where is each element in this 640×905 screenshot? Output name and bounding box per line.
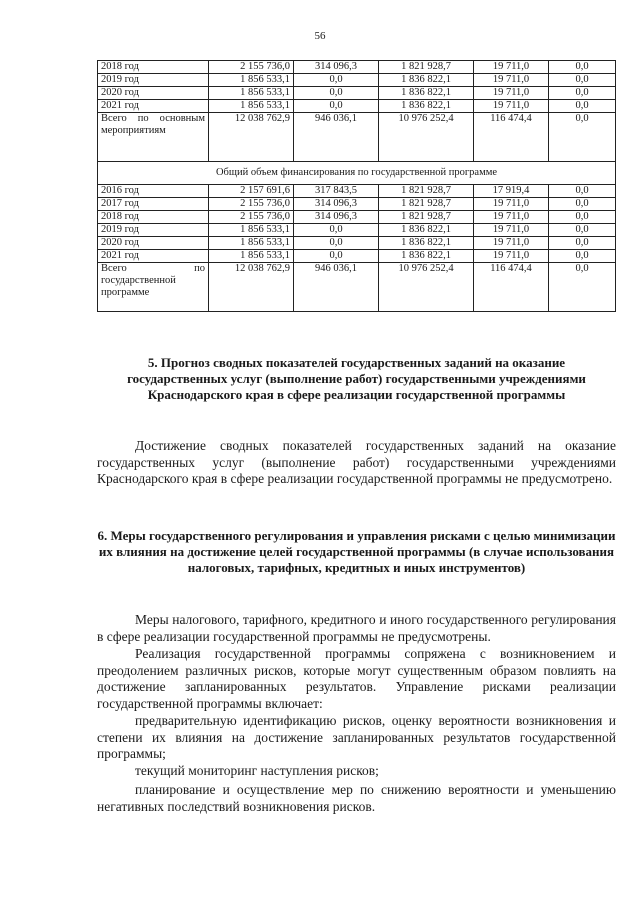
- table-row: [98, 100, 616, 113]
- other-cell: 0,0: [549, 224, 616, 237]
- table-subheader-row: [98, 162, 616, 185]
- regional-cell: 1 821 928,7: [379, 211, 474, 224]
- section-6-paragraph-5: планирование и осуществление мер по снижению вероятности и уменьшению негативных последствий возникновения рисков.: [97, 782, 616, 814]
- local-cell: 19 711,0: [474, 250, 549, 263]
- total-cell: 1 856 533,1: [209, 87, 294, 100]
- total-cell: 2 155 736,0: [209, 198, 294, 211]
- table-row-total-main: [98, 113, 616, 162]
- year-cell: 2021 год: [98, 100, 209, 113]
- federal-cell: 0,0: [294, 74, 379, 87]
- federal-cell: 314 096,3: [294, 211, 379, 224]
- table-row: [98, 198, 616, 211]
- section-5-text: Достижение сводных показателей государственных заданий на оказание государственных услуг (выполнение работ) государственными учреждениями Краснодарского края в сфере реализации государственной программы не предусмотрено.: [97, 438, 616, 486]
- total-cell: 2 155 736,0: [209, 211, 294, 224]
- section-6-title: 6. Меры государственного регулирования и управления рисками с целью минимизации их влияния на достижение целей государственной программы (в случае использования налоговых, тарифных, кредитных и иных инструментов): [97, 528, 616, 575]
- section-6-paragraph-4: текущий мониторинг наступления рисков;: [135, 763, 379, 778]
- local-cell: 19 711,0: [474, 74, 549, 87]
- federal-cell: 0,0: [294, 100, 379, 113]
- table-row: [98, 87, 616, 100]
- local-cell: 19 711,0: [474, 237, 549, 250]
- federal-cell: 317 843,5: [294, 185, 379, 198]
- total-cell: 1 856 533,1: [209, 237, 294, 250]
- federal-cell: 314 096,3: [294, 61, 379, 74]
- regional-cell: 1 821 928,7: [379, 198, 474, 211]
- total-label-cell: Всего по государственной программе: [98, 263, 209, 312]
- other-cell: 0,0: [549, 100, 616, 113]
- local-cell: 19 711,0: [474, 211, 549, 224]
- federal-cell: 0,0: [294, 224, 379, 237]
- regional-cell: 1 836 822,1: [379, 250, 474, 263]
- year-cell: 2019 год: [98, 224, 209, 237]
- table-row-total-program: [98, 263, 616, 312]
- other-cell: 0,0: [549, 250, 616, 263]
- other-cell: 0,0: [549, 237, 616, 250]
- year-cell: 2017 год: [98, 198, 209, 211]
- year-cell: 2018 год: [98, 61, 209, 74]
- table-row: [98, 237, 616, 250]
- table-row: [98, 74, 616, 87]
- total-cell: 1 856 533,1: [209, 100, 294, 113]
- regional-cell: 1 836 822,1: [379, 74, 474, 87]
- local-cell: 19 711,0: [474, 198, 549, 211]
- federal-cell: 946 036,1: [294, 263, 379, 312]
- other-cell: 0,0: [549, 198, 616, 211]
- regional-cell: 1 836 822,1: [379, 237, 474, 250]
- year-cell: 2021 год: [98, 250, 209, 263]
- total-cell: 2 157 691,6: [209, 185, 294, 198]
- other-cell: 0,0: [549, 263, 616, 312]
- table-row: [98, 185, 616, 198]
- section-6-paragraph-3: предварительную идентификацию рисков, оценку вероятности возникновения и степени их влияния на достижение запланированных результатов государственной программы;: [97, 713, 616, 761]
- table-row: [98, 211, 616, 224]
- regional-cell: 1 821 928,7: [379, 185, 474, 198]
- local-cell: 116 474,4: [474, 263, 549, 312]
- total-label-cell: Всего по основным мероприятиям: [98, 113, 209, 162]
- local-cell: 19 711,0: [474, 61, 549, 74]
- other-cell: 0,0: [549, 74, 616, 87]
- local-cell: 19 711,0: [474, 87, 549, 100]
- regional-cell: 10 976 252,4: [379, 263, 474, 312]
- other-cell: 0,0: [549, 113, 616, 162]
- federal-cell: 0,0: [294, 237, 379, 250]
- table-row: [98, 250, 616, 263]
- federal-cell: 0,0: [294, 87, 379, 100]
- page-number: 56: [314, 30, 326, 42]
- year-cell: 2020 год: [98, 87, 209, 100]
- other-cell: 0,0: [549, 211, 616, 224]
- local-cell: 19 711,0: [474, 100, 549, 113]
- regional-cell: 1 836 822,1: [379, 87, 474, 100]
- regional-cell: 1 836 822,1: [379, 224, 474, 237]
- section-6-paragraph-1: Меры налогового, тарифного, кредитного и иного государственного регулирования в сфере реализации государственной программы не предусмотрены.: [97, 612, 616, 644]
- total-cell: 1 856 533,1: [209, 250, 294, 263]
- local-cell: 17 919,4: [474, 185, 549, 198]
- other-cell: 0,0: [549, 61, 616, 74]
- local-cell: 19 711,0: [474, 224, 549, 237]
- table-row: [98, 224, 616, 237]
- year-cell: 2018 год: [98, 211, 209, 224]
- financing-table: [97, 60, 616, 312]
- federal-cell: 314 096,3: [294, 198, 379, 211]
- total-cell: 12 038 762,9: [209, 263, 294, 312]
- section-5-title: 5. Прогноз сводных показателей государственных заданий на оказание государственных услуг (выполнение работ) государственными учреждениями Краснодарского края в сфере реализации государственной программы: [127, 355, 586, 402]
- total-cell: 2 155 736,0: [209, 61, 294, 74]
- regional-cell: 1 836 822,1: [379, 100, 474, 113]
- section-6-paragraph-2: Реализация государственной программы сопряжена с возникновением и преодолением различных рисков, которые могут существенным образом повлиять на достижение запланированных результатов. Управление рисками реализации государственной программы включает:: [97, 646, 616, 711]
- table-row: [98, 61, 616, 74]
- total-cell: 1 856 533,1: [209, 74, 294, 87]
- federal-cell: 946 036,1: [294, 113, 379, 162]
- year-cell: 2016 год: [98, 185, 209, 198]
- local-cell: 116 474,4: [474, 113, 549, 162]
- other-cell: 0,0: [549, 87, 616, 100]
- regional-cell: 10 976 252,4: [379, 113, 474, 162]
- federal-cell: 0,0: [294, 250, 379, 263]
- year-cell: 2019 год: [98, 74, 209, 87]
- table-subheader: Общий объем финансирования по государственной программе: [98, 162, 616, 185]
- total-cell: 1 856 533,1: [209, 224, 294, 237]
- total-cell: 12 038 762,9: [209, 113, 294, 162]
- regional-cell: 1 821 928,7: [379, 61, 474, 74]
- other-cell: 0,0: [549, 185, 616, 198]
- year-cell: 2020 год: [98, 237, 209, 250]
